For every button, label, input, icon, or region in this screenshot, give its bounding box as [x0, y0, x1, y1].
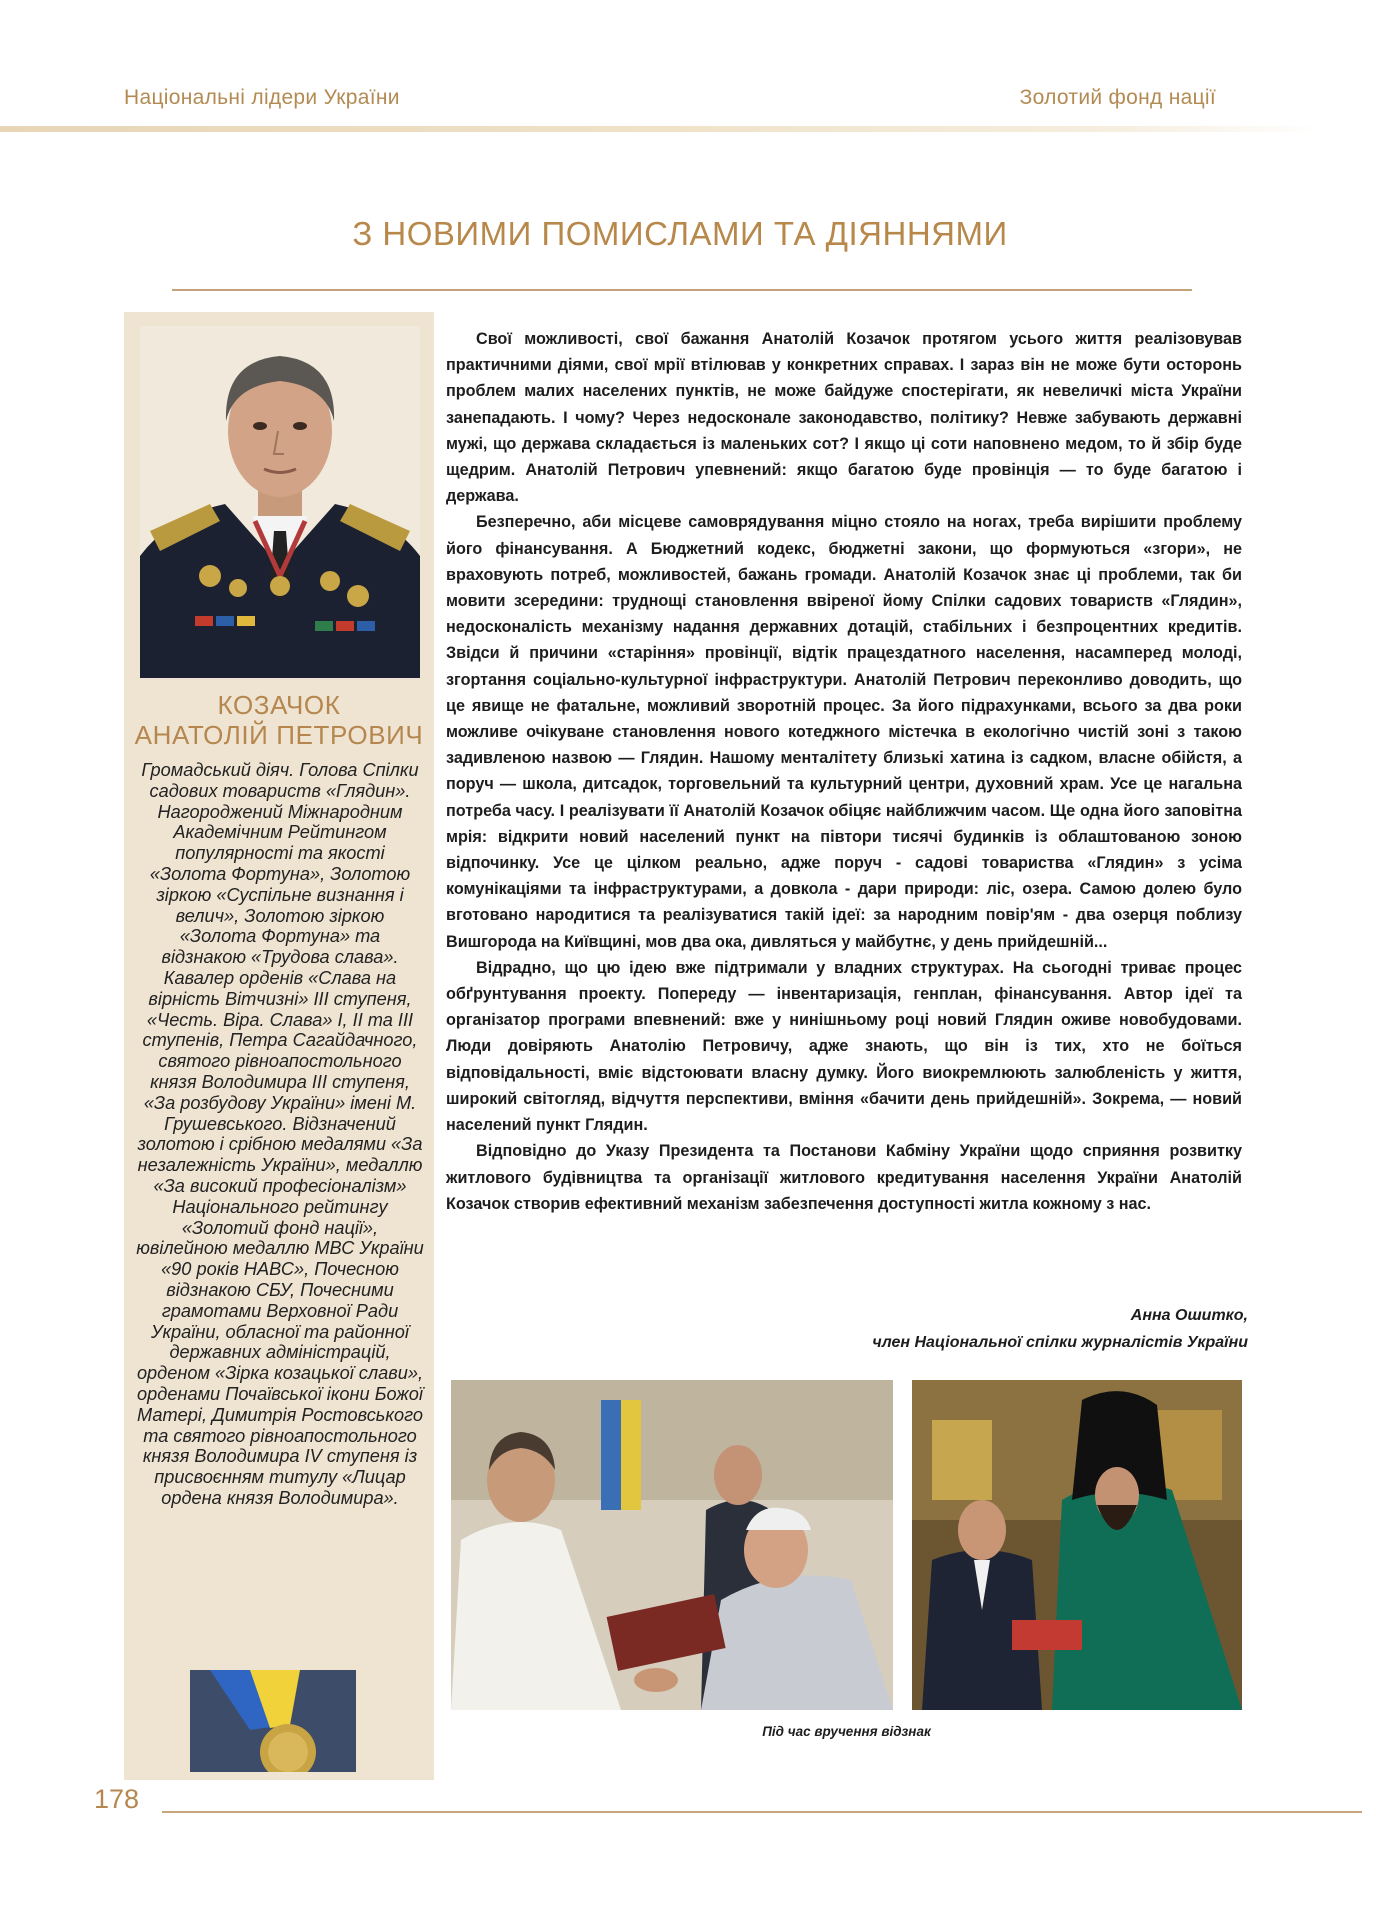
- article-title: З НОВИМИ ПОМИСЛАМИ ТА ДІЯННЯМИ: [352, 215, 1008, 252]
- page-number: 178: [94, 1784, 140, 1814]
- article-body: [446, 326, 1242, 1217]
- running-header-left: Національні лідери України: [124, 86, 400, 109]
- person-surname: КОЗАЧОК: [217, 690, 341, 720]
- title-divider: [172, 289, 1192, 291]
- article-paragraph: Безперечно, аби місцеве самоврядування міцно стояло на ногах, треба вирішити проблему його фінансування. А Бюджетний кодекс, бюджетні закони, що формуються «згори», не враховують потреб, можливостей, бажань громади. Анатолій Козачок знає ці проблеми, так би мовити зсередини: труднощі становлення ввіреної йому Спілки садових товариств «Глядин», недосконалість механізму надання державних дотацій, стабільних і безпроцентних кредитів. Звідси й причини «старіння» провінції, відтік працездатного населення, насамперед молоді, згортання соціально-культурної інфраструктури. Анатолій Петрович переконливо доводить, що це явище не фатальне, можливий зворотній процес. За його підрахунками, всього за два роки можливе очікуване становлення нового котеджного містечка в екологічно чистій зоні з такою задивленою назвою — Глядин. Нашому менталітету близькі хатина із садком, власне обійстя, а поруч — школа, дитсадок, торговельний та культурний центри, духовний храм. Усе це нагальна потреба часу. І реалізувати її Анатолій Козачок обіцяє найближчим часом. Ще одна його заповітна мрія: відкрити новий населений пункт на півтори тисячі будинків із облаштованою зоною відпочинку. Усе це цілком реально, адже поруч - садові товариства «Глядин» з усіма комунікаціями та інфраструктурами, а довкола - дари природи: ліс, озера. Самою долею було вготовано народитися та реалізуватися такій ідеї: за народним повір'ям - два озерця поблизу Вишгорода на Київщині, мов два ока, дивляться у майбутнє, у день прийдешній...: [446, 513, 1242, 951]
- author-name: Анна Ошитко,: [1130, 1307, 1248, 1324]
- ceremony-photo-illustration: [451, 1380, 893, 1710]
- church-award-photo: [912, 1380, 1242, 1710]
- article-paragraph: Відповідно до Указу Президента та Постанови Кабміну України щодо сприяння розвитку житлового будівництва та організації житлового кредитування населення України Анатолій Козачок створив ефективний механізм забезпечення доступності житла кожному з нас.: [446, 1142, 1242, 1213]
- article-paragraph: Відрадно, що цю ідею вже підтримали у владних структурах. На сьогодні триває процес обґрунтування проекту. Попереду — інвентаризація, генплан, фінансування. Автор ідеї та організатор програми впевнений: вже у нинішньому році новий Глядин оживе новобудовами. Люди довіряють Анатолію Петровичу, адже знають, що він із тих, хто не боїться відповідальності, вміє відстоювати власну думку. Його виокремлюють залюбленість у життя, широкий світогляд, відчуття перспективи, вміння «бачити день прийдешній». Зокрема, — новий населений пункт Глядин.: [446, 958, 1242, 1135]
- person-given-names: АНАТОЛІЙ ПЕТРОВИЧ: [134, 720, 424, 750]
- author-signature: [872, 1302, 1248, 1356]
- medal-photo: [190, 1670, 356, 1772]
- medal-illustration: [190, 1670, 356, 1772]
- person-biography: Громадський діяч. Голова Спілки садових товариств «Глядин». Нагороджений Міжнародним Академічним Рейтингом популярності та якості «Золота Фортуна», Золотою зіркою «Суспільне визнання і велич», Золотою зіркою «Золота Фортуна» та відзнакою «Трудова слава». Кавалер орденів «Слава на вірність Вітчизні» III ступеня, «Честь. Віра. Слава» I, II та III ступенів, Петра Сагайдачного, святого рівноапостольного князя Володимира III ступеня, «За розбудову України» імені М. Грушевського. Відзначений золотою і срібною медалями «За незалежність України», медаллю «За високий професіоналізм» Національного рейтингу «Золотий фонд нації», ювілейною медаллю МВС України «90 років НАВС», Почесною відзнакою СБУ, Почесними грамотами Верховної Ради України, обласної та районної державних адміністрацій, орденом «Зірка козацької слави», орденами Почаївської ікони Божої Матері, Димитрія Ростовського та святого рівноапостольного князя Володимира IV ступеня із присвоєнням титулу «Лицар ордена князя Володимира».: [136, 760, 424, 1508]
- photo-caption: Під час вручення відзнак: [762, 1724, 931, 1739]
- article-paragraph: Свої можливості, свої бажання Анатолій Козачок протягом усього життя реалізовував практичними діями, свої мрії втілював у конкретних справах. І зараз він не може бути осторонь проблем малих населених пунктів, не може байдуже спостерігати, як невеличкі міста України занепадають. І чому? Через недосконале законодавство, політику? Невже забувають державні мужі, що держава складається із маленьких сот? І якщо ці соти наповнено медом, то й збір буде щедрим. Анатолій Петрович упевнений: якщо багатою буде провінція — то буде багатою і держава.: [446, 330, 1242, 506]
- header-divider: [0, 126, 1320, 132]
- person-name: [124, 690, 434, 750]
- footer-divider: [162, 1811, 1362, 1813]
- author-role: член Національної спілки журналістів України: [872, 1334, 1248, 1351]
- portrait-photo: [140, 326, 420, 678]
- running-header-right: Золотий фонд нації: [1019, 86, 1216, 109]
- church-photo-illustration: [912, 1380, 1242, 1710]
- portrait-illustration: [140, 326, 420, 678]
- award-ceremony-photo: [451, 1380, 893, 1710]
